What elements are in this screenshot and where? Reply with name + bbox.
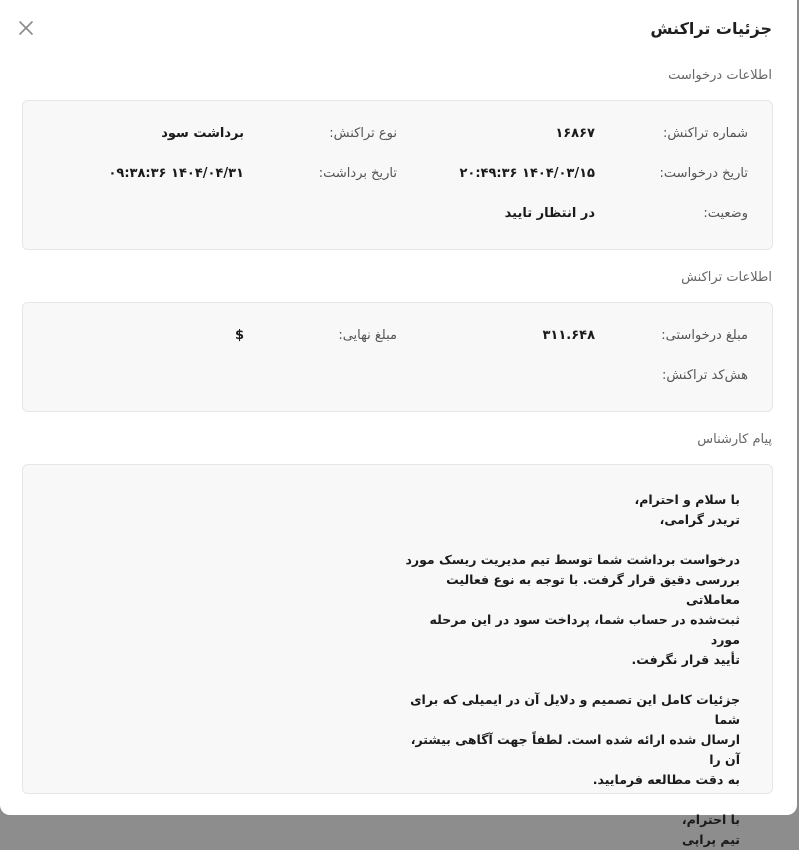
message-line: تیم پراپی [681, 832, 740, 847]
final-amount-label: مبلغ نهایی: [338, 328, 397, 343]
message-line: با سلام و احترام، [634, 492, 740, 507]
transaction-info-card [22, 302, 773, 412]
expert-message-card [22, 464, 773, 847]
transaction-number-label: شماره تراکنش: [662, 126, 748, 141]
close-button[interactable] [14, 16, 38, 40]
transaction-number-value: ۱۶۸۶۷ [555, 126, 595, 141]
transaction-hash-label: هش‌کد تراکنش: [661, 368, 748, 383]
requested-amount-label: مبلغ درخواستی: [661, 328, 748, 343]
request-date-label: تاریخ درخواست: [659, 166, 748, 181]
message-line: تریدر گرامی، [659, 512, 740, 527]
message-paragraph [400, 690, 740, 790]
message-paragraph [400, 550, 740, 670]
transaction-info-heading: اطلاعات تراکنش [681, 270, 772, 285]
request-info-heading: اطلاعات درخواست [668, 68, 772, 83]
message-line: بررسی دقیق قرار گرفت. با توجه به نوع فعالیت معاملاتی [446, 572, 740, 607]
expert-message-heading: پیام کارشناس [697, 432, 772, 447]
expert-message-body [400, 490, 740, 850]
requested-amount-value: ۳۱۱.۶۴۸ [542, 328, 595, 343]
message-paragraph [400, 810, 740, 850]
request-info-card [22, 100, 773, 250]
message-line: به دقت مطالعه فرمایید. [592, 772, 740, 787]
message-line: ارسال شده ارائه شده است. لطفاً جهت آگاهی بیشتر، آن را [410, 732, 740, 767]
message-line: درخواست برداشت شما توسط تیم مدیریت ریسک مورد [405, 552, 740, 567]
withdraw-date-value: ۱۴۰۴/۰۴/۳۱ ۰۹:۳۸:۳۶ [108, 166, 244, 181]
message-line: با احترام، [681, 812, 740, 827]
modal-title: جزئیات تراکنش [650, 19, 772, 38]
transaction-type-value: برداشت سود [161, 126, 244, 141]
close-icon [14, 16, 38, 40]
status-label: وضعیت: [703, 206, 748, 221]
message-paragraph [400, 490, 740, 530]
final-amount-value: $ [234, 328, 244, 343]
message-line: ثبت‌شده در حساب شما، پرداخت سود در این مرحله مورد [429, 612, 740, 647]
withdraw-date-label: تاریخ برداشت: [318, 166, 397, 181]
status-value: در انتظار تایید [504, 206, 595, 221]
message-line: جزئیات کامل این تصمیم و دلایل آن در ایمیلی که برای شما [410, 692, 740, 727]
request-date-value: ۱۴۰۴/۰۳/۱۵ ۲۰:۴۹:۳۶ [459, 166, 595, 181]
message-line: تأیید قرار نگرفت. [631, 652, 740, 667]
transaction-type-label: نوع تراکنش: [329, 126, 397, 141]
